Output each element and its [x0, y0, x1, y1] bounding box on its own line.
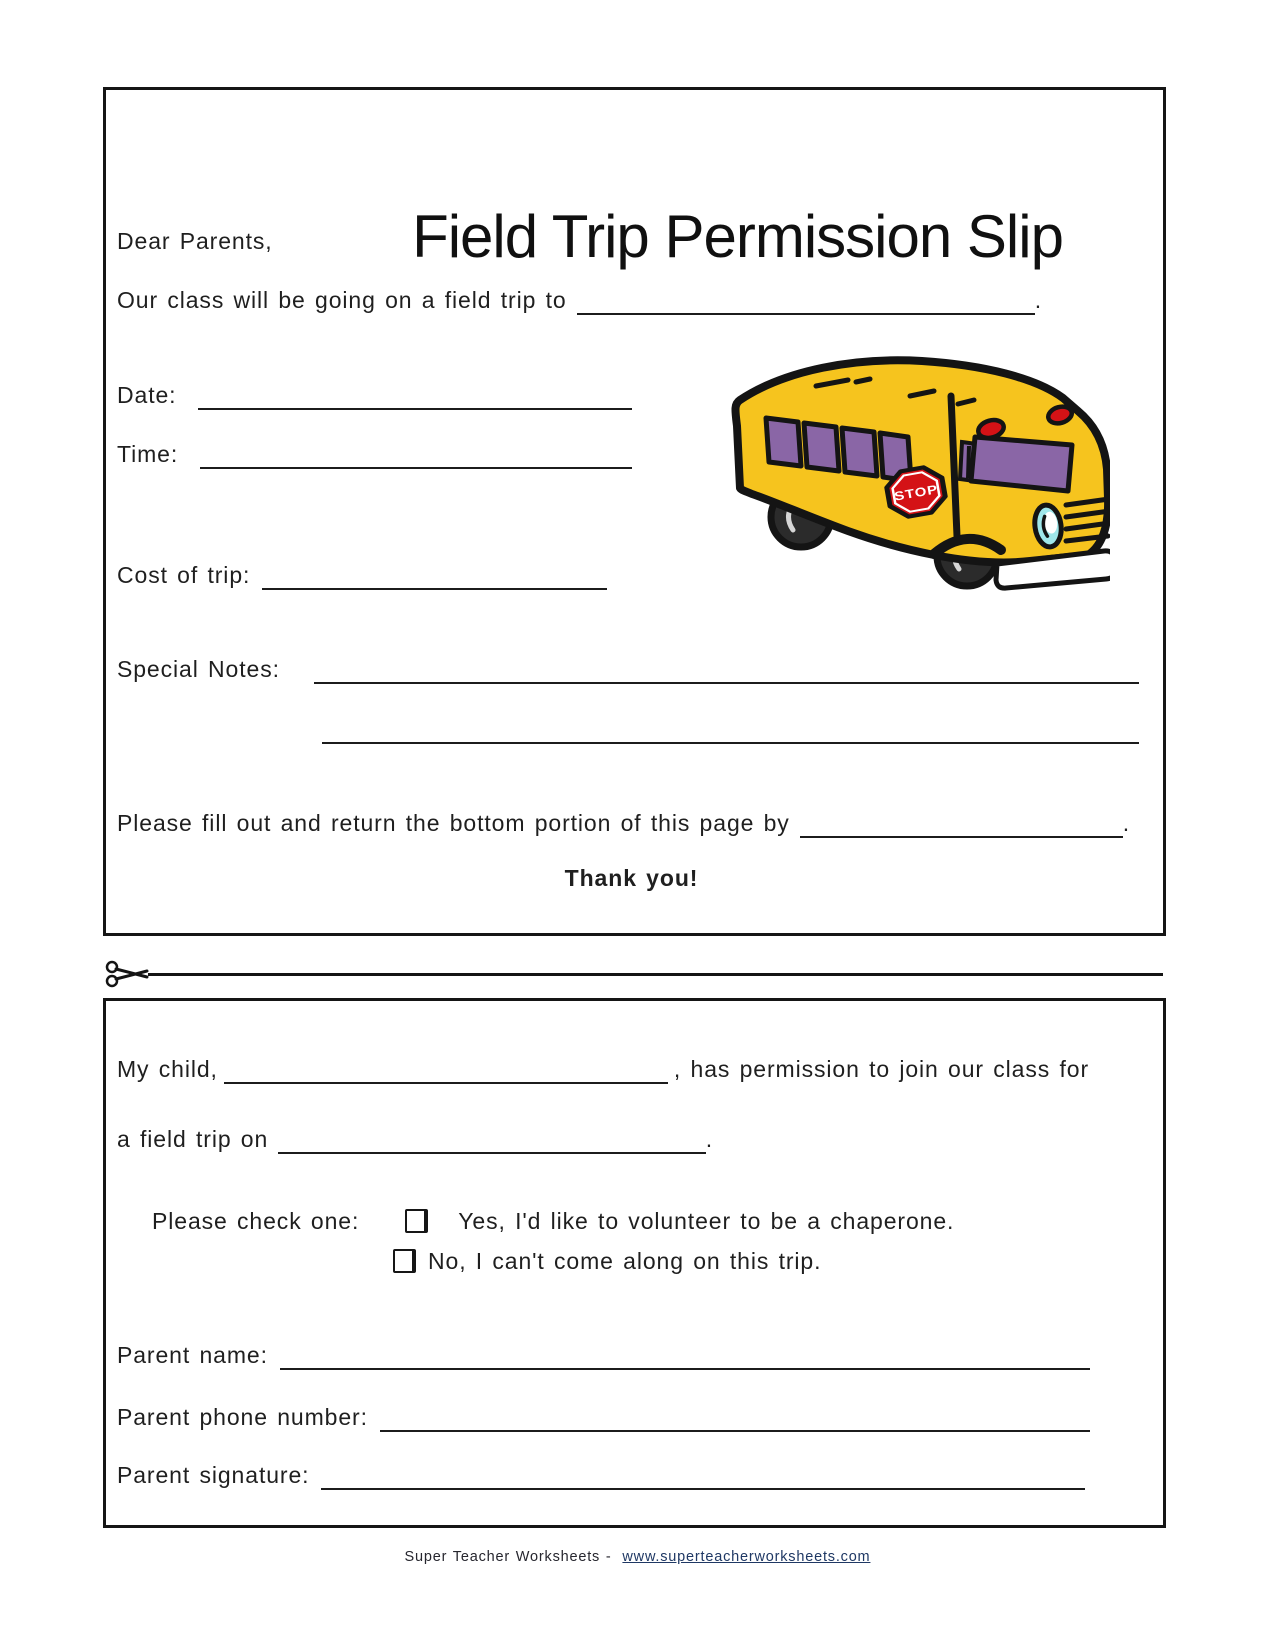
parent-phone-line — [117, 1400, 1090, 1432]
parent-name-blank[interactable] — [280, 1338, 1090, 1370]
footer-link[interactable]: www.superteacherworksheets.com — [622, 1549, 871, 1565]
check-option-no-line — [393, 1246, 821, 1276]
page-title: Field Trip Permission Slip — [412, 203, 1063, 270]
child-line-suffix: , has permission to join our class for — [673, 1056, 1089, 1082]
footer-text: Super Teacher Worksheets - — [404, 1549, 612, 1565]
date-label: Date: — [117, 382, 177, 408]
child-name-blank[interactable] — [224, 1052, 668, 1084]
parent-phone-blank[interactable] — [380, 1400, 1090, 1432]
check-prompt-label: Please check one: — [152, 1208, 360, 1234]
yes-option-label: Yes, I'd like to volunteer to be a chaperone. — [458, 1208, 955, 1234]
special-notes-label: Special Notes: — [117, 656, 280, 682]
date-blank[interactable] — [198, 378, 632, 410]
parent-signature-blank[interactable] — [321, 1458, 1085, 1490]
scissors-icon — [104, 958, 150, 990]
special-notes-blank-2[interactable] — [322, 712, 1139, 744]
greeting-text: Dear Parents, — [117, 228, 273, 254]
time-blank[interactable] — [200, 437, 632, 469]
trip-date-blank[interactable] — [278, 1122, 706, 1154]
cut-line — [148, 973, 1163, 976]
intro-period: . — [1034, 287, 1042, 313]
intro-line — [117, 283, 1042, 315]
cost-blank[interactable] — [262, 558, 607, 590]
child-name-line — [117, 1052, 1089, 1084]
date-line — [117, 378, 632, 410]
parent-name-label: Parent name: — [117, 1342, 268, 1368]
stop-sign-text: STOP — [893, 482, 940, 504]
no-option-label: No, I can't come along on this trip. — [428, 1248, 822, 1274]
return-by-blank[interactable] — [800, 806, 1123, 838]
return-line — [117, 806, 1130, 838]
special-notes-line — [117, 652, 1139, 684]
special-notes-blank-1[interactable] — [314, 652, 1139, 684]
trip-line-period: . — [705, 1126, 713, 1152]
parent-name-line — [117, 1338, 1090, 1370]
child-line-prefix: My child, — [117, 1056, 218, 1082]
cost-line — [117, 558, 607, 590]
time-label: Time: — [117, 441, 179, 467]
intro-text: Our class will be going on a field trip to — [117, 287, 567, 313]
time-line — [117, 437, 632, 469]
school-bus-illustration — [700, 350, 1110, 595]
destination-blank[interactable] — [577, 283, 1035, 315]
parent-phone-label: Parent phone number: — [117, 1404, 368, 1430]
thank-you-text: Thank you! — [564, 865, 699, 891]
special-notes-line-2 — [322, 712, 1139, 744]
yes-checkbox[interactable] — [405, 1209, 428, 1233]
trip-line-prefix: a field trip on — [117, 1126, 269, 1152]
check-option-yes-line — [152, 1206, 954, 1236]
greeting-line — [117, 226, 273, 256]
parent-signature-label: Parent signature: — [117, 1462, 310, 1488]
footer — [0, 1549, 1275, 1565]
parent-signature-line — [117, 1458, 1085, 1490]
return-period: . — [1122, 810, 1130, 836]
no-checkbox[interactable] — [393, 1249, 416, 1273]
trip-date-line — [117, 1122, 713, 1154]
bus-windshield — [971, 437, 1072, 491]
cost-label: Cost of trip: — [117, 562, 251, 588]
return-text: Please fill out and return the bottom portion of this page by — [117, 810, 790, 836]
